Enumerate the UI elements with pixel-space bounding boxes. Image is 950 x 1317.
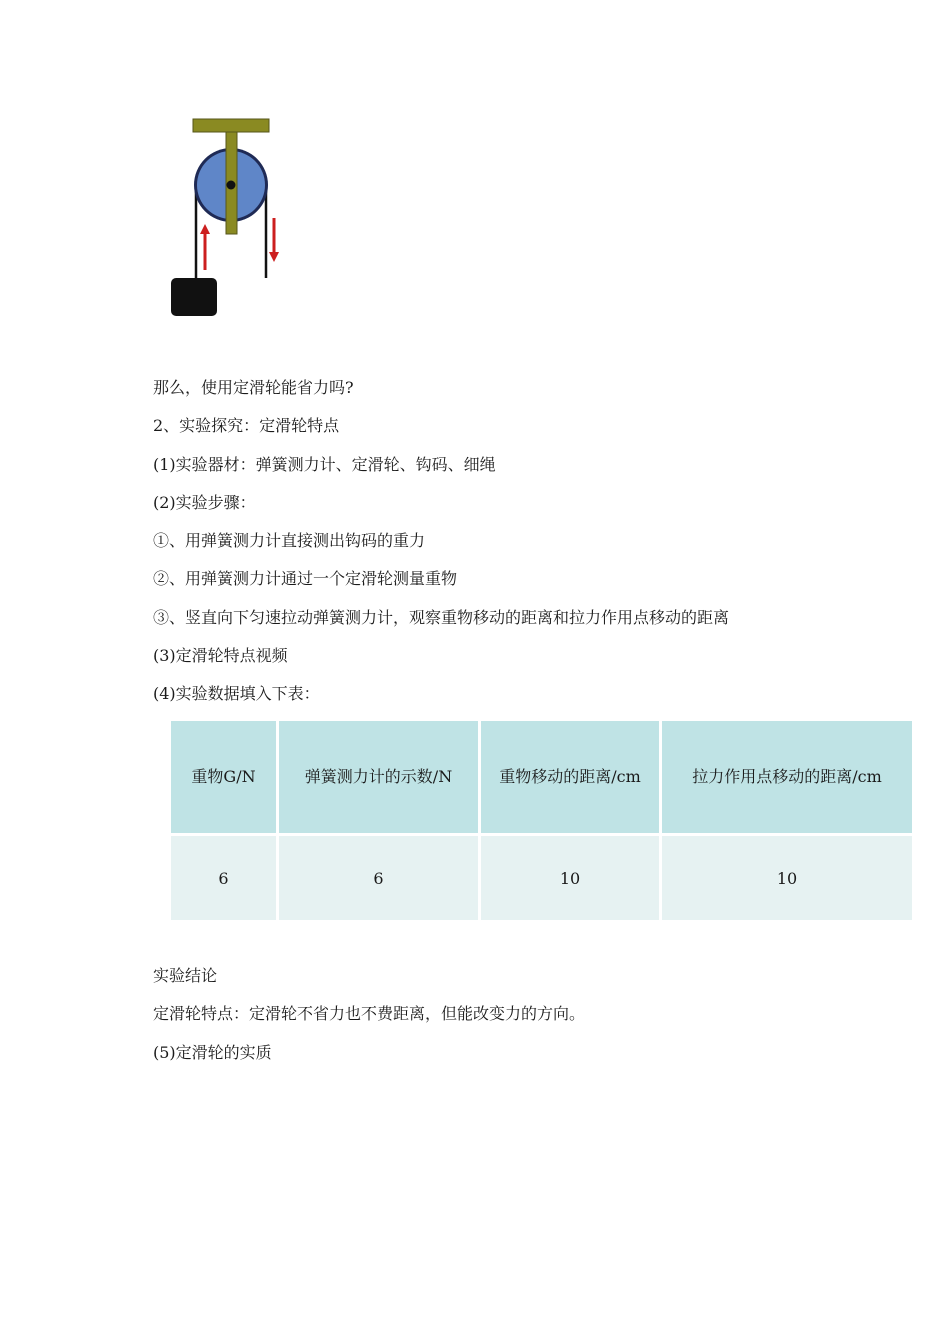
materials-text: (1)实验器材：弹簧测力计、定滑轮、钩码、细绳 [153, 455, 496, 474]
up-arrow-head [200, 224, 210, 234]
header-scale-reading: 弹簧测力计的示数/N [278, 720, 480, 835]
question-text: 那么，使用定滑轮能省力吗? [153, 378, 354, 397]
data-table [168, 718, 915, 923]
weight-block [171, 278, 217, 316]
header-weight-distance: 重物移动的距离/cm [480, 720, 661, 835]
cell-scale-reading: 6 [278, 835, 480, 922]
bracket-top [193, 119, 269, 132]
essence-heading: (5)定滑轮的实质 [153, 1043, 272, 1062]
pulley-illustration [160, 110, 290, 330]
conclusion-text: 定滑轮特点：定滑轮不省力也不费距离，但能改变力的方向。 [153, 1004, 586, 1023]
table-intro: (4)实验数据填入下表： [153, 684, 320, 703]
header-pull-distance: 拉力作用点移动的距离/cm [661, 720, 914, 835]
section-title: 2、实验探究：定滑轮特点 [153, 416, 340, 435]
down-arrow-head [269, 252, 279, 262]
step-2: ②、用弹簧测力计通过一个定滑轮测量重物 [153, 569, 458, 588]
table-header-row [170, 720, 914, 835]
header-weight: 重物G/N [170, 720, 278, 835]
fixed-pulley-diagram [160, 110, 290, 330]
conclusion-title: 实验结论 [153, 966, 218, 985]
step-1: ①、用弹簧测力计直接测出钩码的重力 [153, 531, 426, 550]
step-3: ③、竖直向下匀速拉动弹簧测力计，观察重物移动的距离和拉力作用点移动的距离 [153, 608, 730, 627]
video-text: (3)定滑轮特点视频 [153, 646, 288, 665]
steps-heading: (2)实验步骤： [153, 493, 256, 512]
cell-pull-distance: 10 [661, 835, 914, 922]
cell-weight-distance: 10 [480, 835, 661, 922]
table-row [170, 835, 914, 922]
cell-weight: 6 [170, 835, 278, 922]
axle [227, 181, 236, 190]
